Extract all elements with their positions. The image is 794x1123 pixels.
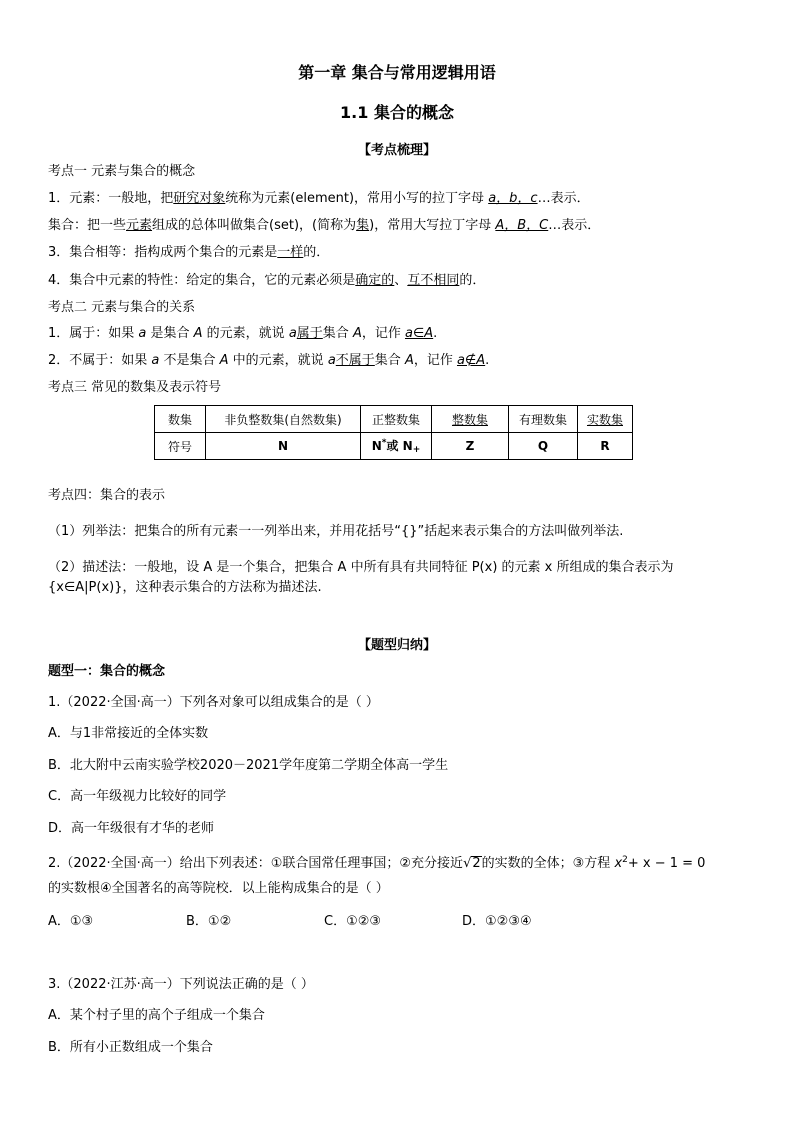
table-cell: Q: [509, 433, 578, 460]
q1-option-c: C．高一年级视力比较好的同学: [48, 789, 227, 804]
text: 2.（2022·全国·高一）给出下列表述：①联合国常任理事国；②充分接近: [48, 856, 464, 871]
number-set-table: [154, 405, 633, 460]
text: 集合：把一些: [48, 218, 127, 233]
var-a: a: [151, 353, 160, 368]
text: 的元素，就说: [202, 326, 289, 341]
relation: a∉A: [456, 353, 486, 368]
kp1-heading: 考点一 元素与集合的概念: [48, 164, 196, 179]
text: …表示．: [548, 218, 601, 233]
symbol: N: [371, 439, 382, 453]
equation-rest: + x − 1 = 0: [627, 856, 706, 871]
text: 集合: [322, 326, 353, 341]
underlined-term: 确定的: [355, 273, 395, 288]
text: …表示．: [537, 191, 590, 206]
text: 组成的总体叫做集合(set)，(简称为: [152, 218, 357, 233]
underlined-term: 整数集: [451, 412, 488, 427]
kp2-item2: [48, 352, 489, 370]
text: 、: [394, 273, 408, 288]
table-cell: N: [206, 433, 361, 460]
table-cell: [361, 433, 432, 460]
text: 不是集合: [159, 353, 220, 368]
text: 的．: [303, 245, 330, 260]
q1-option-a: A．与1非常接近的全体实数: [48, 726, 209, 741]
symbol: 或 N: [386, 439, 413, 453]
table-cell: 数集: [155, 406, 206, 433]
review-heading: 【考点梳理】: [357, 143, 436, 158]
q3-option-a: A．某个村子里的高个子组成一个集合: [48, 1008, 265, 1023]
italic-letters: a，b，c: [488, 191, 538, 206]
table-cell: [578, 406, 633, 433]
kp1-item4: [48, 272, 485, 290]
table-row: [155, 406, 633, 433]
var-a: a: [288, 326, 297, 341]
text: 统称为元素(element)，常用小写的拉丁字母: [225, 191, 489, 206]
text: 的实数的全体；③方程: [481, 856, 611, 871]
kp2-heading: 考点二 元素与集合的关系: [48, 300, 196, 315]
var-A: A: [193, 326, 203, 341]
underlined-term: 研究对象: [173, 191, 226, 206]
q2-option-d: D．①②③④: [462, 914, 532, 929]
kp1-item3: [48, 244, 329, 262]
q2-option-b: B．①②: [186, 914, 232, 929]
type1-heading: 题型一：集合的概念: [48, 664, 166, 679]
q1-option-d: D．高一年级很有才华的老师: [48, 821, 215, 836]
text: 2．不属于：如果: [48, 353, 152, 368]
text: 1．元素：一般地，把: [48, 191, 174, 206]
var-a: a: [138, 326, 147, 341]
superscript: *: [381, 438, 387, 448]
underlined-term: 集: [356, 218, 370, 233]
sqrt-icon: √: [463, 856, 472, 871]
sqrt-radicand: 2: [472, 856, 481, 871]
kp3-heading: 考点三 常见的数集及表示符号: [48, 380, 222, 395]
text: )，常用大写拉丁字母: [369, 218, 496, 233]
underlined-term: 实数集: [586, 412, 623, 427]
kp4-p1: （1）列举法：把集合的所有元素一一列举出来，并用花括号“{}”括起来表示集合的方法叫做列举法.: [48, 524, 624, 539]
text: .: [433, 326, 438, 341]
section-title: 1.1 集合的概念: [340, 103, 454, 122]
exponent: 2: [622, 855, 628, 865]
table-cell: Z: [432, 433, 509, 460]
relation: a∈A: [404, 326, 434, 341]
subscript: +: [412, 445, 421, 455]
kp4-p2b: {x∈A|P(x)}，这种表示集合的方法称为描述法.: [48, 580, 322, 595]
table-row: [155, 433, 633, 460]
q3-stem: 3.（2022·江苏·高一）下列说法正确的是（ ）: [48, 977, 314, 992]
table-cell: 有理数集: [509, 406, 578, 433]
text: ，记作: [361, 326, 405, 341]
q2-option-c: C．①②③: [324, 914, 382, 929]
kp1-item2: [48, 217, 600, 235]
kp1-item1: [48, 190, 590, 208]
table-cell: 符号: [155, 433, 206, 460]
types-heading: 【题型归纳】: [357, 638, 436, 653]
italic-letters: A，B，C: [495, 218, 549, 233]
q2-stem-line2: 的实数根④全国著名的高等院校．以上能构成集合的是（ ）: [48, 881, 389, 896]
table-cell: 非负整数集(自然数集): [206, 406, 361, 433]
table-cell: R: [578, 433, 633, 460]
underlined-term: 元素: [126, 218, 153, 233]
kp4-heading: 考点四：集合的表示: [48, 488, 166, 503]
underlined-term: 不属于: [335, 353, 375, 368]
q3-option-b: B．所有小正数组成一个集合: [48, 1040, 213, 1055]
kp2-item1: [48, 325, 437, 343]
var-A: A: [352, 326, 362, 341]
var-A: A: [404, 353, 414, 368]
chapter-title: 第一章 集合与常用逻辑用语: [298, 63, 496, 82]
underlined-term: 一样: [277, 245, 304, 260]
table-cell: [432, 406, 509, 433]
text: 1．属于：如果: [48, 326, 139, 341]
var-A: A: [219, 353, 229, 368]
underlined-term: 属于: [296, 326, 323, 341]
text: 的．: [459, 273, 486, 288]
q1-option-b: B．北大附中云南实验学校2020－2021学年度第二学期全体高一学生: [48, 758, 449, 773]
var-x: x: [614, 856, 623, 871]
text: 是集合: [146, 326, 194, 341]
text: 4．集合中元素的特性：给定的集合，它的元素必须是: [48, 273, 356, 288]
kp4-p2a: （2）描述法：一般地，设 A 是一个集合，把集合 A 中所有具有共同特征 P(x) 的元素 x 所组成的集合表示为: [48, 560, 674, 575]
text: 3．集合相等：指构成两个集合的元素是: [48, 245, 278, 260]
underlined-term: 互不相同: [407, 273, 460, 288]
text: 中的元素，就说: [228, 353, 328, 368]
text: .: [485, 353, 490, 368]
q2-stem-line1: [48, 851, 705, 873]
text: ，记作: [413, 353, 457, 368]
q2-option-a: A．①③: [48, 914, 94, 929]
q1-stem: 1.（2022·全国·高一）下列各对象可以组成集合的是（ ）: [48, 695, 379, 710]
table-cell: 正整数集: [361, 406, 432, 433]
text: 集合: [374, 353, 405, 368]
var-a: a: [327, 353, 336, 368]
